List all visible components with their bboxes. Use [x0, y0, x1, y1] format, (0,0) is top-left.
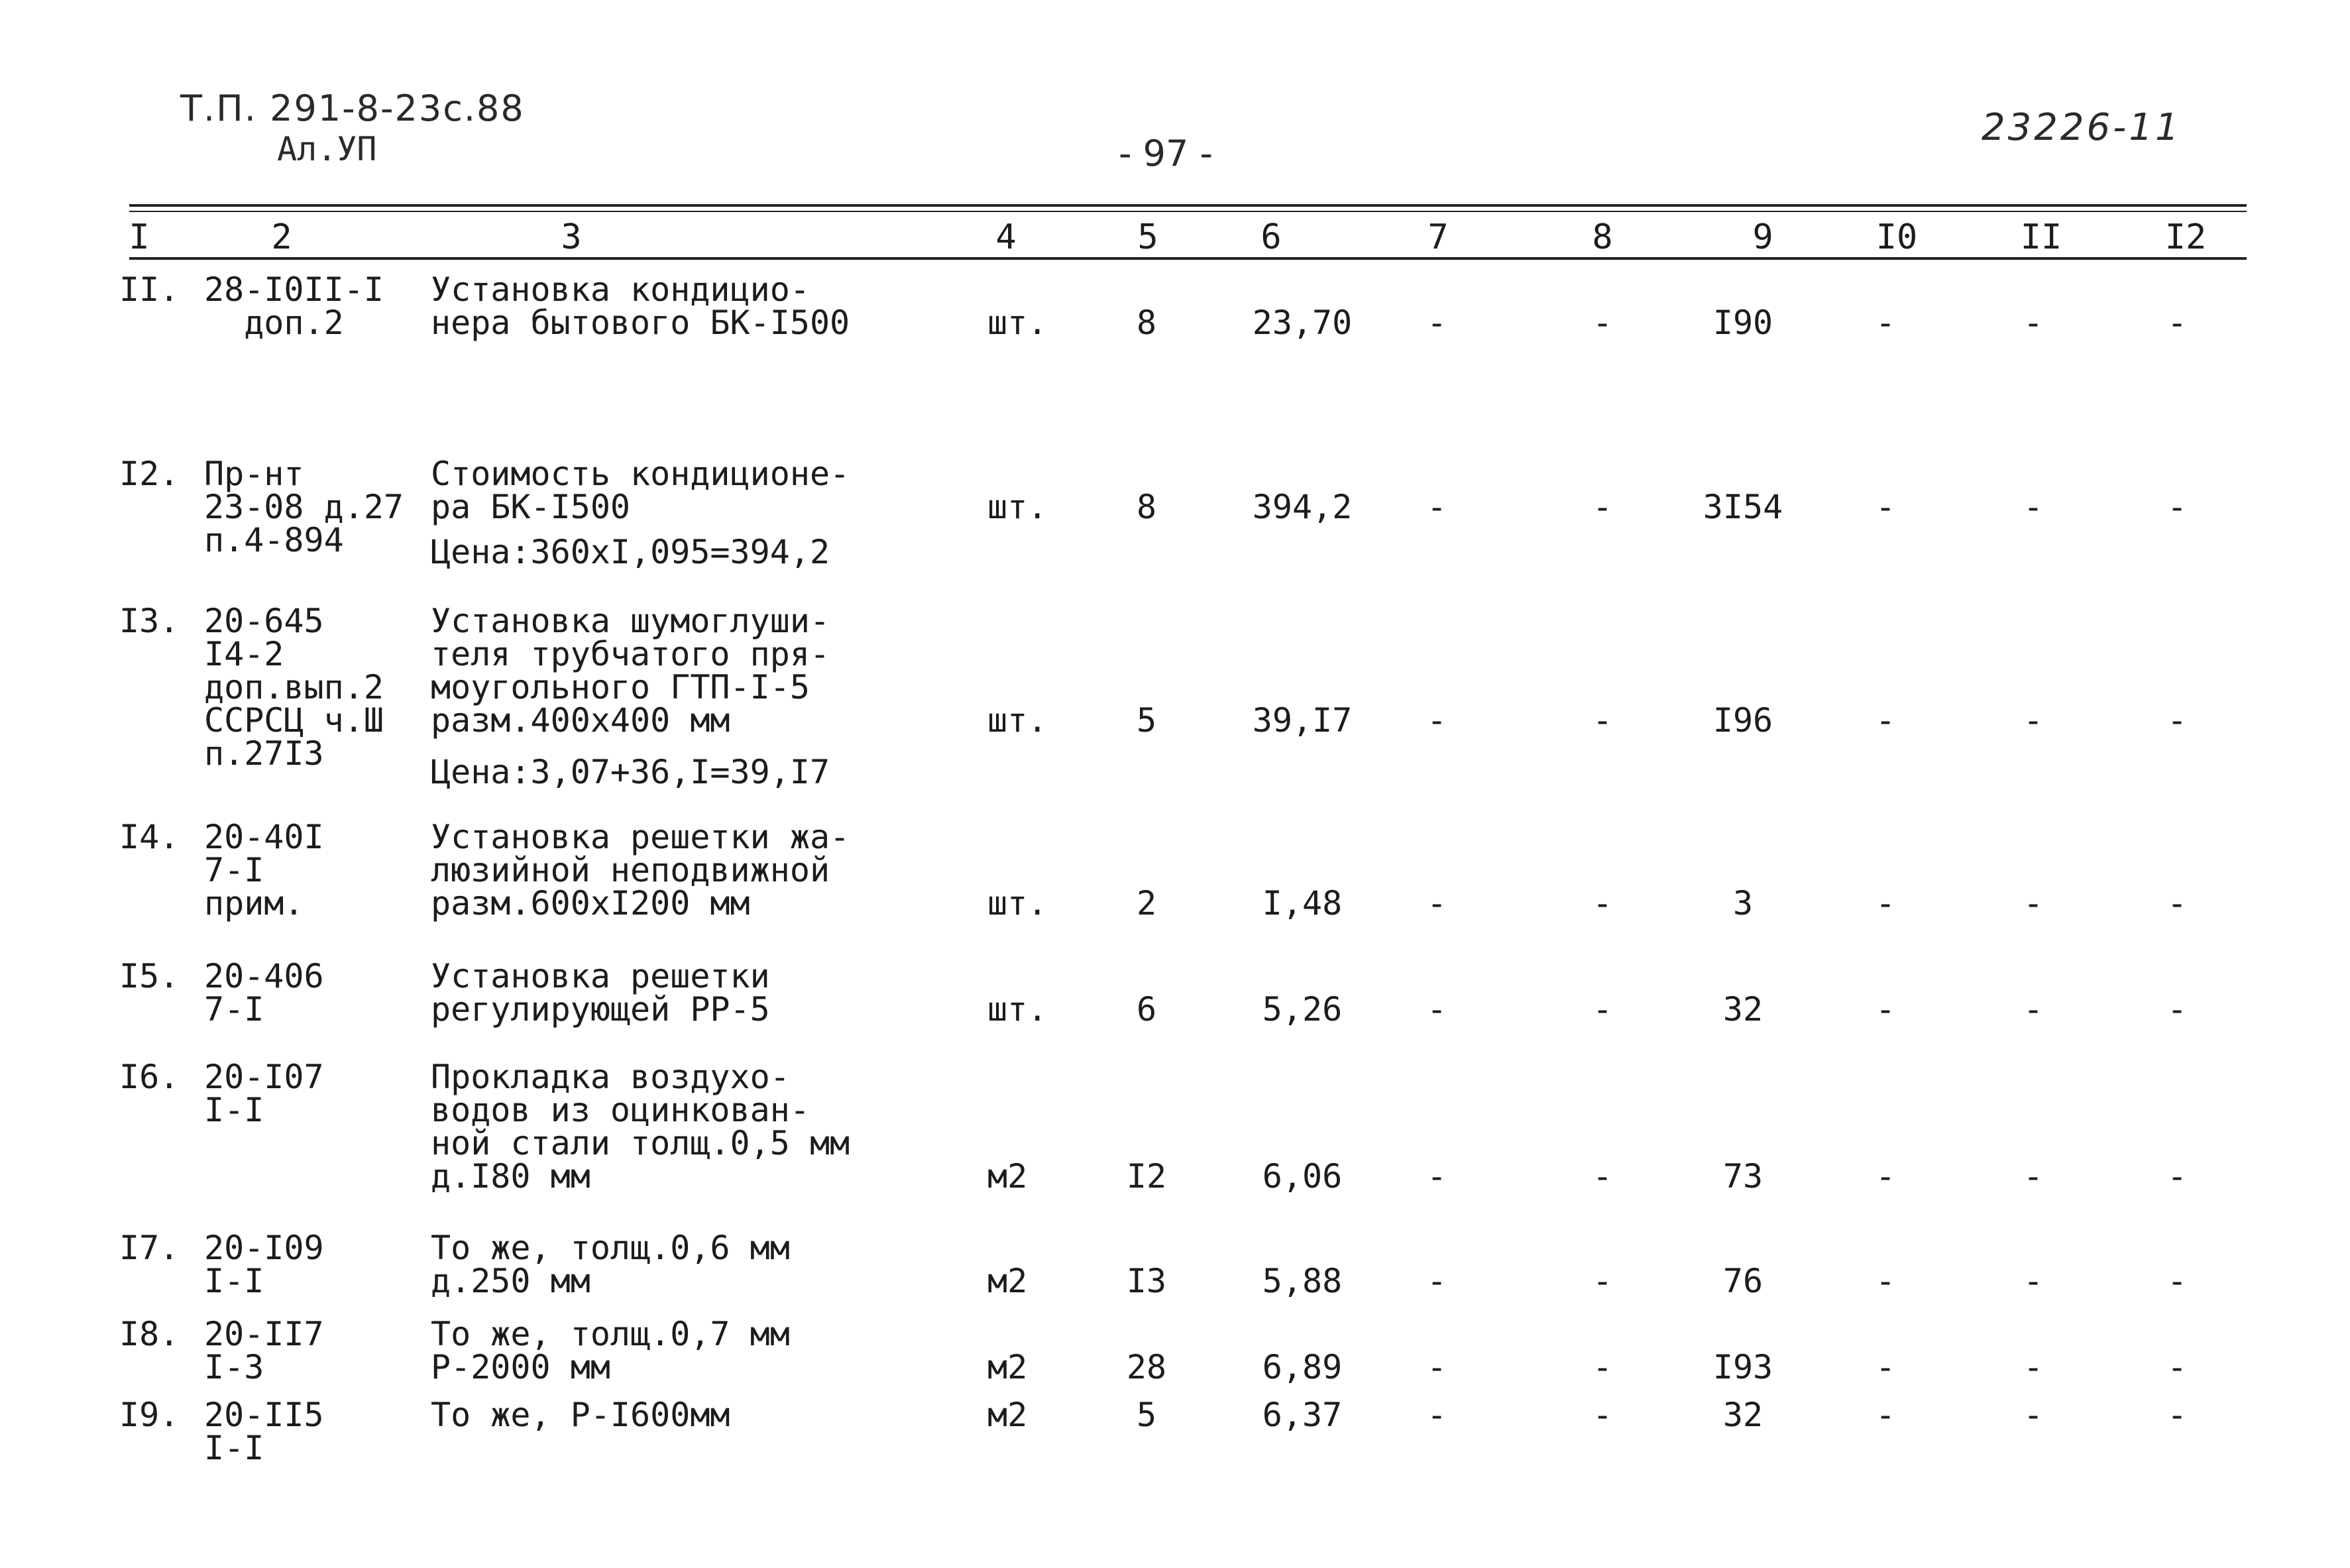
rate-code-line: 20-645 [204, 602, 324, 640]
column-11-cell: - [2023, 990, 2044, 1029]
unit-price-cell: 6,89 [1262, 1348, 1343, 1386]
work-description-line: То же, толщ.0,6 мм [431, 1229, 790, 1267]
column-8-cell: - [1592, 884, 1613, 923]
unit-price-cell: 6,37 [1262, 1396, 1343, 1434]
row-number: II. [119, 270, 180, 309]
column-10-cell: - [1875, 1348, 1896, 1386]
work-description-line: Стоимость кондиционе- [431, 455, 850, 493]
document-code: Т.П. 291-8-23с.88 [180, 87, 525, 129]
column-12-cell: - [2166, 1157, 2188, 1196]
row-number: I8. [119, 1315, 180, 1353]
row-number: I4. [119, 818, 180, 856]
rate-code-line: I-I [204, 1091, 264, 1129]
column-12-cell: - [2166, 990, 2188, 1029]
row-number: I5. [119, 957, 180, 995]
unit-cell: м2 [987, 1157, 1028, 1196]
column-11-cell: - [2023, 1348, 2044, 1386]
column-11-cell: - [2023, 701, 2044, 740]
unit-cell: м2 [987, 1396, 1028, 1434]
column-10-cell: - [1875, 488, 1896, 526]
total-cost-cell: 76 [1722, 1262, 1763, 1300]
unit-cell: м2 [987, 1262, 1028, 1300]
row-number: I3. [119, 602, 180, 640]
column-8-cell: - [1592, 488, 1613, 526]
page-number: - 97 - [1119, 133, 1213, 174]
rate-code-line: 28-I0II-I [204, 270, 384, 309]
album-code: Ал.УП [277, 130, 377, 168]
row-number: I7. [119, 1229, 180, 1267]
unit-price-cell: 5,26 [1262, 990, 1343, 1029]
column-10-cell: - [1875, 701, 1896, 740]
column-8-cell: - [1592, 1262, 1613, 1300]
column-10-cell: - [1875, 990, 1896, 1029]
column-7-cell: - [1426, 1157, 1447, 1196]
column-7-cell: - [1426, 1262, 1447, 1300]
work-description-line: моугольного ГТП-I-5 [431, 668, 810, 706]
work-description-line: Установка решетки жа- [431, 818, 850, 856]
rate-code-line: I4-2 [204, 635, 284, 673]
work-description-line: ной стали толщ.0,5 мм [431, 1124, 850, 1162]
unit-price-cell: 23,70 [1252, 304, 1353, 342]
column-7-cell: - [1426, 884, 1447, 923]
quantity-cell: 5 [1136, 701, 1157, 740]
row-number: I6. [119, 1058, 180, 1096]
column-7-cell: - [1426, 701, 1447, 740]
column-number: 7 [1427, 217, 1449, 257]
column-12-cell: - [2166, 1348, 2188, 1386]
column-11-cell: - [2023, 488, 2044, 526]
work-description-line: д.250 мм [431, 1262, 590, 1300]
column-11-cell: - [2023, 304, 2044, 342]
unit-cell: шт. [987, 701, 1048, 740]
quantity-cell: I2 [1126, 1157, 1167, 1196]
column-12-cell: - [2166, 488, 2188, 526]
column-8-cell: - [1592, 1157, 1613, 1196]
column-10-cell: - [1875, 1396, 1896, 1434]
rate-code-line: Пр-нт [204, 455, 304, 493]
unit-cell: шт. [987, 304, 1048, 342]
rate-code-line: ССРСЦ ч.Ш [204, 701, 384, 740]
total-cost-cell: 32 [1722, 1396, 1763, 1434]
column-number: 6 [1260, 217, 1282, 257]
total-cost-cell: 32 [1722, 990, 1763, 1029]
row-number: I2. [119, 455, 180, 493]
quantity-cell: 5 [1136, 1396, 1157, 1434]
rate-code-line: 20-II5 [204, 1396, 324, 1434]
work-description-line: водов из оцинкован- [431, 1091, 810, 1129]
unit-price-cell: 5,88 [1262, 1262, 1343, 1300]
rate-code-line: 20-I07 [204, 1058, 324, 1096]
column-number: 3 [561, 217, 582, 257]
rate-code-line: 20-40I [204, 818, 324, 856]
inventory-number: 23226-11 [1982, 106, 2182, 149]
column-10-cell: - [1875, 1262, 1896, 1300]
column-8-cell: - [1592, 1348, 1613, 1386]
column-11-cell: - [2023, 884, 2044, 923]
work-description-line: нера бытового БК-I500 [431, 304, 850, 342]
column-8-cell: - [1592, 701, 1613, 740]
work-description-line: То же, толщ.0,7 мм [431, 1315, 790, 1353]
column-12-cell: - [2166, 1262, 2188, 1300]
rate-code-line: п.4-894 [204, 521, 344, 559]
column-7-cell: - [1426, 488, 1447, 526]
total-cost-cell: I96 [1712, 701, 1773, 740]
column-7-cell: - [1426, 1396, 1447, 1434]
rate-code-line: I-I [204, 1429, 264, 1467]
unit-cell: шт. [987, 990, 1048, 1029]
quantity-cell: 28 [1126, 1348, 1167, 1386]
column-number: 4 [995, 217, 1017, 257]
work-description-line: д.I80 мм [431, 1157, 590, 1196]
rate-code-line: доп.вып.2 [204, 668, 384, 706]
rate-code-line: 7-I [204, 990, 264, 1029]
column-10-cell: - [1875, 1157, 1896, 1196]
rate-code-line: 7-I [204, 851, 264, 889]
work-description-line: ра БК-I500 [431, 488, 631, 526]
column-7-cell: - [1426, 990, 1447, 1029]
rate-code-line: I-3 [204, 1348, 264, 1386]
column-number: 9 [1752, 217, 1773, 257]
work-description-line: Установка решетки [431, 957, 770, 995]
rate-code-line: прим. [204, 884, 304, 923]
column-number: 8 [1592, 217, 1613, 257]
price-calculation-note: Цена:360хI,095=394,2 [431, 533, 830, 571]
unit-cell: шт. [987, 884, 1048, 923]
column-12-cell: - [2166, 701, 2188, 740]
rate-code-line: 20-I09 [204, 1229, 324, 1267]
column-11-cell: - [2023, 1396, 2044, 1434]
row-number: I9. [119, 1396, 180, 1434]
column-10-cell: - [1875, 304, 1896, 342]
total-cost-cell: 3I54 [1703, 488, 1783, 526]
column-number: I0 [1875, 217, 1918, 257]
rate-code-line: 20-406 [204, 957, 324, 995]
total-cost-cell: 73 [1722, 1157, 1763, 1196]
unit-cell: шт. [987, 488, 1048, 526]
rate-code-line: 23-08 д.27 [204, 488, 404, 526]
rate-code-line: п.27I3 [204, 734, 324, 773]
unit-price-cell: 394,2 [1252, 488, 1353, 526]
quantity-cell: 6 [1136, 990, 1157, 1029]
table-top-rule [129, 204, 2247, 207]
total-cost-cell: I93 [1712, 1348, 1773, 1386]
work-description-line: Р-2000 мм [431, 1348, 610, 1386]
work-description-line: люзийной неподвижной [431, 851, 830, 889]
column-8-cell: - [1592, 1396, 1613, 1434]
column-7-cell: - [1426, 1348, 1447, 1386]
quantity-cell: 2 [1136, 884, 1157, 923]
column-12-cell: - [2166, 884, 2188, 923]
column-10-cell: - [1875, 884, 1896, 923]
rate-code-line: 20-II7 [204, 1315, 324, 1353]
quantity-cell: I3 [1126, 1262, 1167, 1300]
quantity-cell: 8 [1136, 488, 1157, 526]
column-8-cell: - [1592, 990, 1613, 1029]
column-number: 5 [1137, 217, 1158, 257]
column-number: 2 [271, 217, 292, 257]
column-8-cell: - [1592, 304, 1613, 342]
column-number: I2 [2164, 217, 2207, 257]
column-number: II [2020, 217, 2062, 257]
work-description-line: регулирующей РР-5 [431, 990, 770, 1029]
column-12-cell: - [2166, 1396, 2188, 1434]
column-11-cell: - [2023, 1262, 2044, 1300]
unit-price-cell: I,48 [1262, 884, 1343, 923]
column-12-cell: - [2166, 304, 2188, 342]
unit-price-cell: 39,I7 [1252, 701, 1353, 740]
work-description-line: То же, Р-I600мм [431, 1396, 730, 1434]
work-description-line: Установка кондицио- [431, 270, 810, 309]
header-bottom-rule [129, 257, 2247, 260]
quantity-cell: 8 [1136, 304, 1157, 342]
unit-cell: м2 [987, 1348, 1028, 1386]
column-11-cell: - [2023, 1157, 2044, 1196]
work-description-line: разм.600хI200 мм [431, 884, 750, 923]
column-number: I [129, 217, 150, 257]
rate-code-line: доп.2 [204, 304, 344, 342]
work-description-line: теля трубчатого пря- [431, 635, 830, 673]
rate-code-line: I-I [204, 1262, 264, 1300]
work-description-line: разм.400х400 мм [431, 701, 730, 740]
work-description-line: Прокладка воздухо- [431, 1058, 790, 1096]
price-calculation-note: Цена:3,07+36,I=39,I7 [431, 753, 830, 791]
work-description-line: Установка шумоглуши- [431, 602, 830, 640]
table-top-rule-thin [129, 211, 2247, 212]
total-cost-cell: 3 [1732, 884, 1754, 923]
total-cost-cell: I90 [1712, 304, 1773, 342]
unit-price-cell: 6,06 [1262, 1157, 1343, 1196]
column-7-cell: - [1426, 304, 1447, 342]
